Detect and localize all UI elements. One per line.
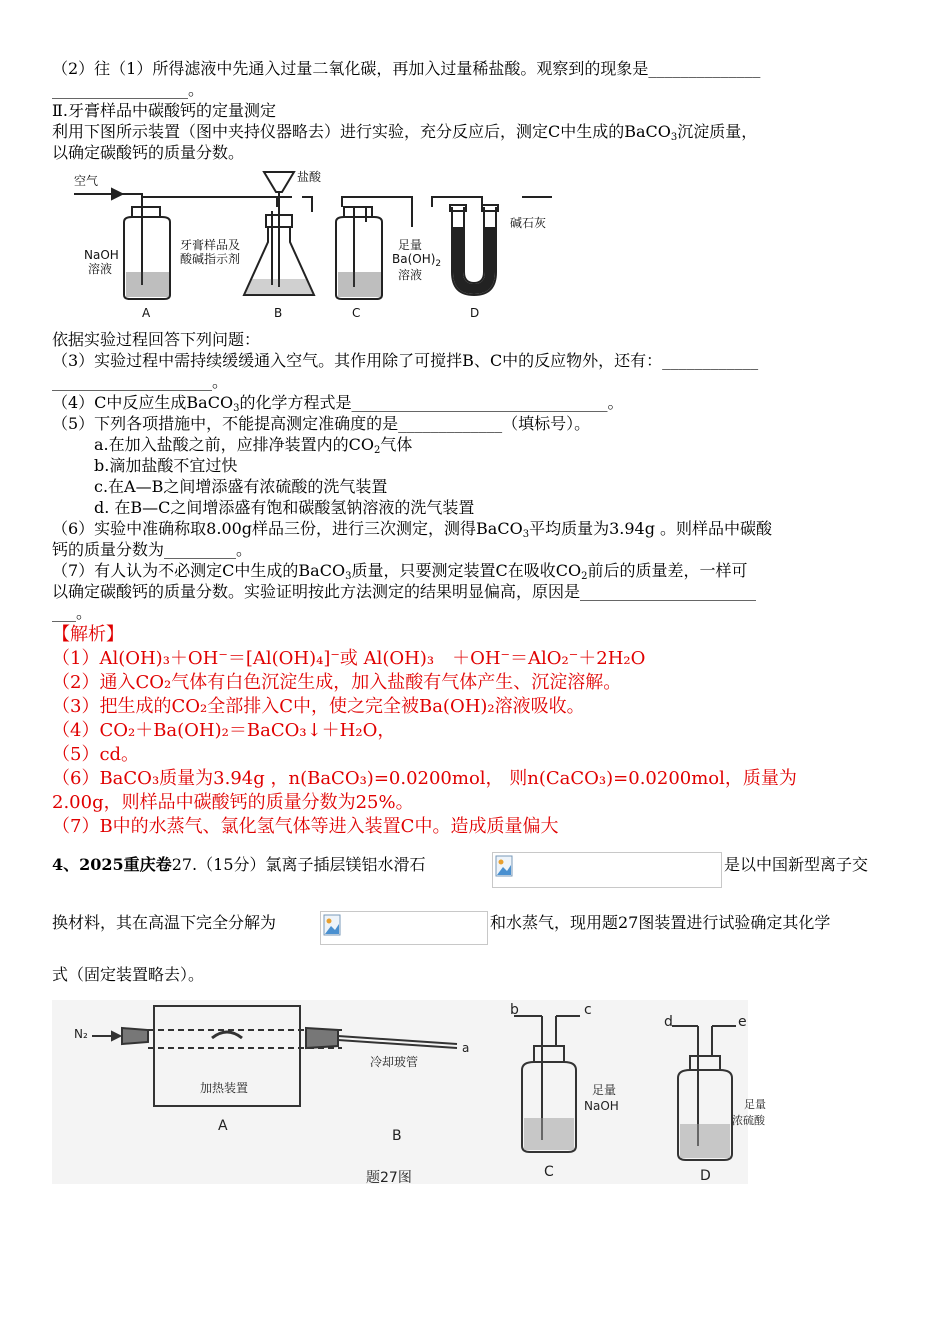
- p4-line1-end: 是以中国新型离子交: [724, 855, 869, 874]
- label-e: e: [738, 1014, 747, 1030]
- answer-5: （5）cd。: [52, 744, 140, 765]
- document-page: [52, 58, 902, 839]
- p4-line3: 式（固定装置略去）。: [52, 965, 205, 984]
- apparatus-diagram-1: [52, 167, 612, 327]
- option-b: b.滴加盐酸不宜过快: [94, 456, 238, 475]
- label-d: d: [664, 1014, 673, 1030]
- label-hcl: 盐酸: [297, 170, 322, 184]
- option-d: d. 在B—C之间增添盛有饱和碳酸氢钠溶液的洗气装置: [94, 498, 475, 517]
- answer-1: （1）Al(OH)₃＋OH⁻＝[Al(OH)₄]⁻或 Al(OH)₃ ＋OH⁻＝AlO₂⁻＋2H₂O: [52, 648, 646, 669]
- analysis-title: 【解析】: [52, 624, 124, 645]
- label-B: B: [274, 306, 283, 320]
- q2-line2: _________________。: [52, 80, 205, 99]
- label-D: D: [470, 306, 480, 320]
- label-soda-lime: 碱石灰: [510, 216, 547, 230]
- label-A: A: [218, 1118, 228, 1134]
- p4-line1: 4、2025重庆卷27.（15分）氯离子插层镁铝水滑石: [52, 855, 426, 874]
- label-naoh-1: 足量: [592, 1083, 617, 1097]
- label-C: C: [352, 306, 361, 320]
- label-a: a: [462, 1041, 470, 1055]
- broken-image-icon: [323, 914, 341, 936]
- figure-caption: 题27图: [366, 1170, 412, 1186]
- p4-line2-b: 和水蒸气，现用题27图装置进行试验确定其化学: [490, 913, 831, 932]
- apparatus-figure-1: [52, 167, 612, 327]
- answer-7: （7）B中的水蒸气、氯化氢气体等进入装置C中。造成质量偏大: [52, 816, 559, 837]
- q7-line1: （7）有人认为不必测定C中生成的BaCO$_3$质量，只要测定装置C在吸收$CO_2$前后的质量差，一样可: [52, 561, 748, 582]
- label-A: A: [142, 306, 151, 320]
- section-title: Ⅱ.牙膏样品中碳酸钙的定量测定: [52, 101, 276, 120]
- label-ba-2: $Ba(OH)_2$: [392, 252, 442, 269]
- formula-image-placeholder-1: [492, 852, 722, 888]
- answer-6-line1: （6）BaCO₃质量为3.94g ，n(BaCO₃)=0.0200mol， 则n(CaCO₃)=0.0200mol，质量为: [52, 768, 797, 789]
- label-h2so4-1: 足量: [744, 1098, 766, 1111]
- q5-line: （5）下列各项措施中，不能提高测定准确度的是_____________（填标号）。: [52, 414, 591, 433]
- label-heater: 加热装置: [200, 1081, 249, 1095]
- apparatus-figure-2: [52, 1000, 766, 1186]
- label-C: C: [544, 1164, 554, 1180]
- answer-2: （2）通入CO₂气体有白色沉淀生成，加入盐酸有气体产生、沉淀溶解。: [52, 672, 622, 693]
- label-air: 空气: [74, 174, 99, 188]
- label-b: b: [510, 1002, 519, 1018]
- answer-3: （3）把生成的CO₂全部排入C中，使之完全被Ba(OH)₂溶液吸收。: [52, 696, 585, 717]
- option-c: c.在A—B之间增添盛有浓硫酸的洗气装置: [94, 477, 388, 496]
- q6-line2: 钙的质量分数为_________。: [52, 540, 253, 559]
- label-h2so4-2: 浓硫酸: [732, 1114, 765, 1127]
- q6-line1: （6）实验中准确称取8.00g样品三份，进行三次测定，测得BaCO$_3$平均质量为3.94g 。则样品中碳酸: [52, 519, 773, 540]
- label-naoh-2: NaOH: [584, 1099, 619, 1113]
- label-sample-2: 酸碱指示剂: [180, 252, 241, 266]
- label-ba-1: 足量: [398, 238, 423, 252]
- q2-line1: （2）往（1）所得滤液中先通入过量二氧化碳，再加入过量稀盐酸。观察到的现象是______________: [52, 59, 761, 78]
- answer-6-line2: 2.00g，则样品中碳酸钙的质量分数为25%。: [52, 792, 414, 813]
- label-ba-3: 溶液: [398, 268, 423, 282]
- intro-line2: 以确定碳酸钙的质量分数。: [52, 143, 245, 162]
- intro-line1: 利用下图所示装置（图中夹持仪器略去）进行实验，充分反应后，测定C中生成的BaCO$_3$沉淀质量，: [52, 122, 758, 143]
- label-n2: N₂: [74, 1027, 88, 1041]
- q7-line3: ___。: [52, 603, 93, 622]
- label-sample-1: 牙膏样品及: [180, 238, 241, 252]
- label-B: B: [392, 1128, 402, 1144]
- label-naoh-2: 溶液: [88, 262, 113, 276]
- label-naoh-1: NaOH: [84, 248, 119, 262]
- label-D: D: [700, 1168, 711, 1184]
- apparatus-diagram-2: [52, 1000, 766, 1186]
- broken-image-icon: [495, 855, 513, 877]
- label-c: c: [584, 1002, 592, 1018]
- label-cooling-tube: 冷却玻管: [370, 1055, 419, 1069]
- q3-line2: ____________________。: [52, 372, 229, 391]
- q3-line1: （3）实验过程中需持续缓缓通入空气。其作用除了可搅拌B、C中的反应物外，还有：____________: [52, 351, 759, 370]
- q7-line2: 以确定碳酸钙的质量分数。实验证明按此方法测定的结果明显偏高，原因是______________________: [52, 582, 757, 601]
- formula-image-placeholder-2: [320, 911, 488, 945]
- answer-4: （4）CO₂＋Ba(OH)₂＝BaCO₃↓＋H₂O，: [52, 720, 396, 741]
- option-a: a.在加入盐酸之前，应排净装置内的$CO_2$气体: [94, 435, 413, 456]
- p4-line2-a: 换材料，其在高温下完全分解为: [52, 913, 277, 932]
- q4-line: （4）C中反应生成BaCO$_3$的化学方程式是________________________________。: [52, 393, 624, 414]
- question-intro: 依据实验过程回答下列问题：: [52, 330, 261, 349]
